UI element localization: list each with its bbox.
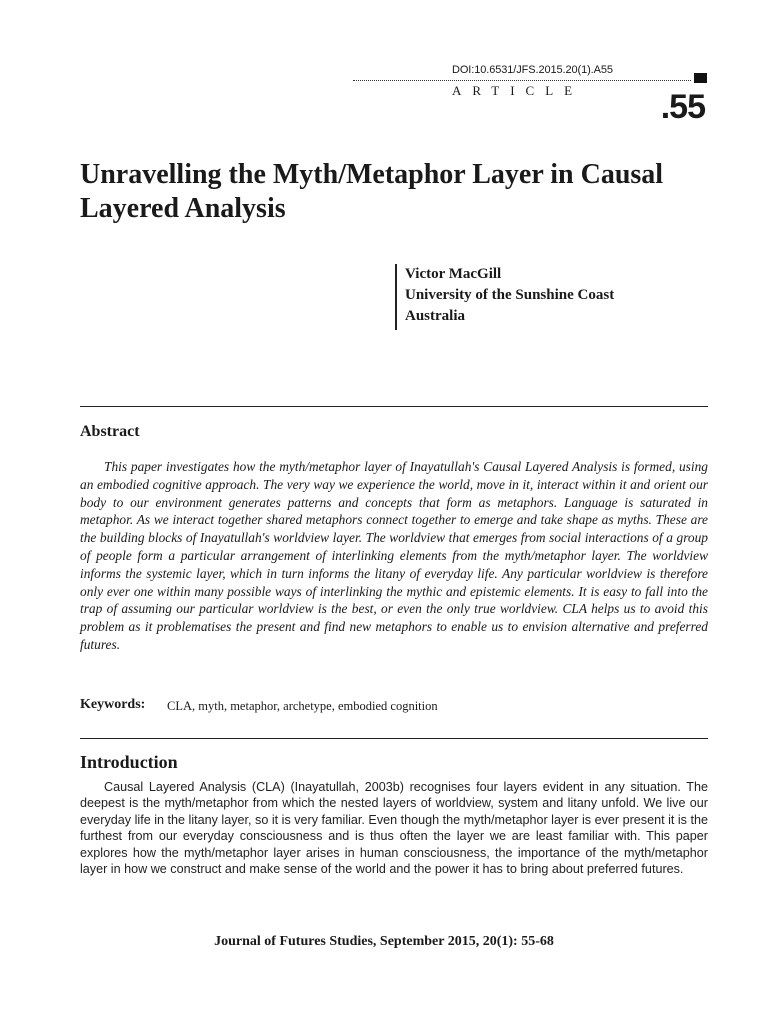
abstract-heading: Abstract [80,423,140,440]
introduction-heading: Introduction [80,752,178,772]
abstract-top-rule [80,406,708,407]
introduction-text: Causal Layered Analysis (CLA) (Inayatullah, 2003b) recognises four layers evident in any situation. The deepest is the myth/metaphor from which the nested layers of worldview, system and litany unfold. We live our everyday life in the litany layer, so it is very familiar. Even though the myth/metaphor layer is ever present it is the furthest from our everyday consciousness and is thus often the layer we are least familiar with. This paper explores how the myth/metaphor layer arises in human consciousness, the importance of the myth/metaphor layer in how we construct and make sense of the world and the power it has to bring about preferred futures. [80,780,708,877]
introduction-top-rule [80,738,708,739]
author-name: Victor MacGill [405,266,502,282]
journal-footer: Journal of Futures Studies, September 2015, 20(1): 55-68 [214,934,554,949]
doi-text: DOI:10.6531/JFS.2015.20(1).A55 [452,64,613,76]
author-affiliation: University of the Sunshine Coast [405,287,615,303]
keywords-label: Keywords: [80,697,146,712]
author-block [395,264,614,330]
section-label: ARTICLE [452,83,584,98]
paper-title: Unravelling the Myth/Metaphor Layer in Causal Layered Analysis [80,159,664,224]
abstract-text: This paper investigates how the myth/metaphor layer of Inayatullah's Causal Layered Analysis is formed, using an embodied cognitive approach. The very way we experience the world, move in it, interact within it and orient our body to our environment generates patterns and concepts that form as metaphors. Language is saturated in metaphor. As we interact together shared metaphors connect together to emerge and take shape as myths. These are the building blocks of Inayatullah's worldview layer. The worldview that emerges from social interactions of a group of people form a particular arrangement of interlinking elements from the myth/metaphor layer. The worldview informs the systemic layer, which in turn informs the litany of everyday life. Any particular worldview is therefore only ever one within many possible ways of interlinking the mythic and epistemic elements. It is easy to fall into the trap of assuming our particular worldview is the best, or even the only true worldview. CLA helps us to avoid this problem as it problematises the present and find new metaphors to enable us to envision alternative and preferred futures. [80,459,708,652]
author-country: Australia [405,308,465,324]
page-number: .55 [660,88,705,126]
header-marker-square [694,73,707,83]
header-dotted-rule [353,80,691,81]
keywords-text: CLA, myth, metaphor, archetype, embodied cognition [167,699,438,713]
